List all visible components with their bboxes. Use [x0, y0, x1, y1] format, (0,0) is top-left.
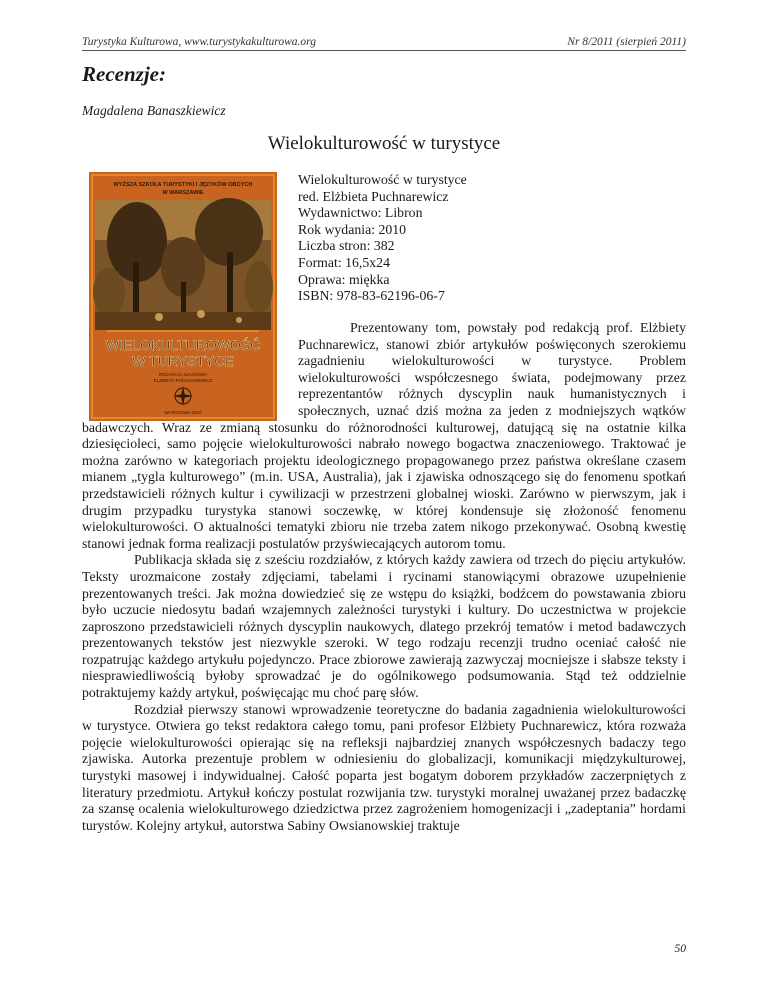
cover-sub-2: ELŻBIETA PUCHNAREWICZ	[153, 378, 213, 383]
book-info-line: Format: 16,5x24	[298, 254, 390, 270]
paragraph: Prezentowany tom, powstały pod redakcją prof. Elżbiety Puchnarewicz, stanowi zbiór artykułów poświęconych szerokiemu zagadnieniu wielokulturowości w turystyce. Problem wielokulturowości współczesnego świata, podejmowany przez reprezentantów różnych dyscyplin nauk humanistycznych i społecznych, uznać dziś można za jeden z modniejszych wątków badawczych. Wraz ze zmianą stosunku do różnorodności kulturowej, datującą się na ostatnie kilka dziesięcioleci, samo pojęcie wielokulturowości nabrało nowego bogactwa znaczeniowego. Traktować je można zarówno w kategoriach projektu ideologicznego propagowanego przez państwa określane czasem mianem „tygla kulturowego” (m.in. USA, Australia), jak i zjawiska odnoszącego się do fenomenu spotkań przedstawicieli różnych kultur i cywilizacji w przestrzeni globalnej wioski. Zarówno w pierwszym, jak i drugim przypadku turystyka stanowi soczewkę, w której kondensuje się złożoność fenomenu wielokulturowości. O aktualności tematyki zbioru nie trzeba zatem nikogo przekonywać. Osobną kwestię stanowi jednak forma realizacji postulatów przyświecających autorom tomu.	[82, 320, 686, 551]
book-info-line: Liczba stron: 382	[298, 238, 395, 254]
paragraph: Rozdział pierwszy stanowi wprowadzenie teoretyczne do badania zagadnienia wielokulturowości w turystyce. Otwiera go tekst redaktora całego tomu, pani profesor Elżbiety Puchnarewicz, która rozważa pojęcie wielokulturowości opierając się na refleksji najbardziej znanych współczesnych badaczy tego zjawiska. Autorka prezentuje problem w odniesieniu do globalizacji, komunikacji międzykulturowej, turystyki masowej i indywidualnej. Całość poparta jest bogatym doborem przykładów zaczerpniętych z literatury przedmiotu. Artykuł kończy postulat rozwijania tzw. turystyki moralnej uważanej przez badaczkę za szansę ocalenia wielokulturowego dziedzictwa przez zagrożeniem homogenizacji i „zadeptania” hordami turystów. Kolejny artykuł, autorstwa Sabiny Owsianowskiej traktuje	[82, 701, 686, 833]
cover-title-2: W TURYSTYCE	[132, 353, 234, 369]
paragraph: Publikacja składa się z sześciu rozdziałów, z których każdy zawiera od trzech do pięciu artykułów. Teksty urozmaicone zostały zdjęciami, tabelami i rycinami stanowiącymi obrazowe uzupełnienie prezentowanych treści. Jak można dowiedzieć się ze wstępu do książki, bodźcem do powstawania zbioru było uczucie niedosytu badań wzajemnych zależności turystyki i kultury. Do uczestnictwa w projekcie zaproszono przedstawicieli różnych dyscyplin naukowych, dlatego przekrój tematów i metod badawczych prezentowanych tekstów jest niezwykle szeroki. W tego rodzaju recenzji trudno oceniać całość nie rozpatrując każdego artykułu pojedynczo. Prace zbiorowe zawierają zazwyczaj mocniejsze i słabsze teksty i niesprawiedliwością byłoby sprowadzać je do ogólnikowego podsumowania. Stąd też oddzielnie potraktujemy każdy artykuł, poświęcając mu choć parę słów.	[82, 552, 686, 701]
book-info	[298, 172, 467, 305]
section-title: Recenzje:	[82, 62, 166, 86]
cover-top-text-1: WYŻSZA SZKOŁA TURYSTYKI I JĘZYKÓW OBCYCH	[113, 182, 253, 188]
article-body	[82, 320, 686, 834]
book-info-line: Wydawnictwo: Libron	[298, 205, 423, 221]
article-title: Wielokulturowość w turystyce	[267, 133, 501, 154]
book-info-line: red. Elżbieta Puchnarewicz	[298, 188, 449, 204]
cover-bottom: WARSZAWA 2010	[164, 410, 202, 415]
cover-sub-1: REDAKCJA NAUKOWA	[158, 372, 208, 377]
page-number: 50	[674, 943, 686, 955]
book-info-line: Rok wydania: 2010	[298, 221, 407, 237]
cover-float-spacer	[82, 320, 298, 419]
book-info-line: ISBN: 978-83-62196-06-7	[298, 288, 445, 304]
book-info-line: Wielokulturowość w turystyce	[298, 172, 467, 187]
cover-painting	[93, 198, 273, 330]
author-name: Magdalena Banaszkiewicz	[82, 103, 226, 118]
issue-info: Nr 8/2011 (sierpień 2011)	[567, 36, 686, 48]
cover-top-text-2: W WARSZAWIE	[162, 190, 204, 196]
running-header	[82, 36, 686, 51]
journal-name: Turystyka Kulturowa, www.turystykakulturowa.org	[82, 36, 316, 48]
book-info-line: Oprawa: miękka	[298, 271, 390, 287]
cover-title-1: WIELOKULTUROWOŚĆ	[105, 337, 261, 353]
